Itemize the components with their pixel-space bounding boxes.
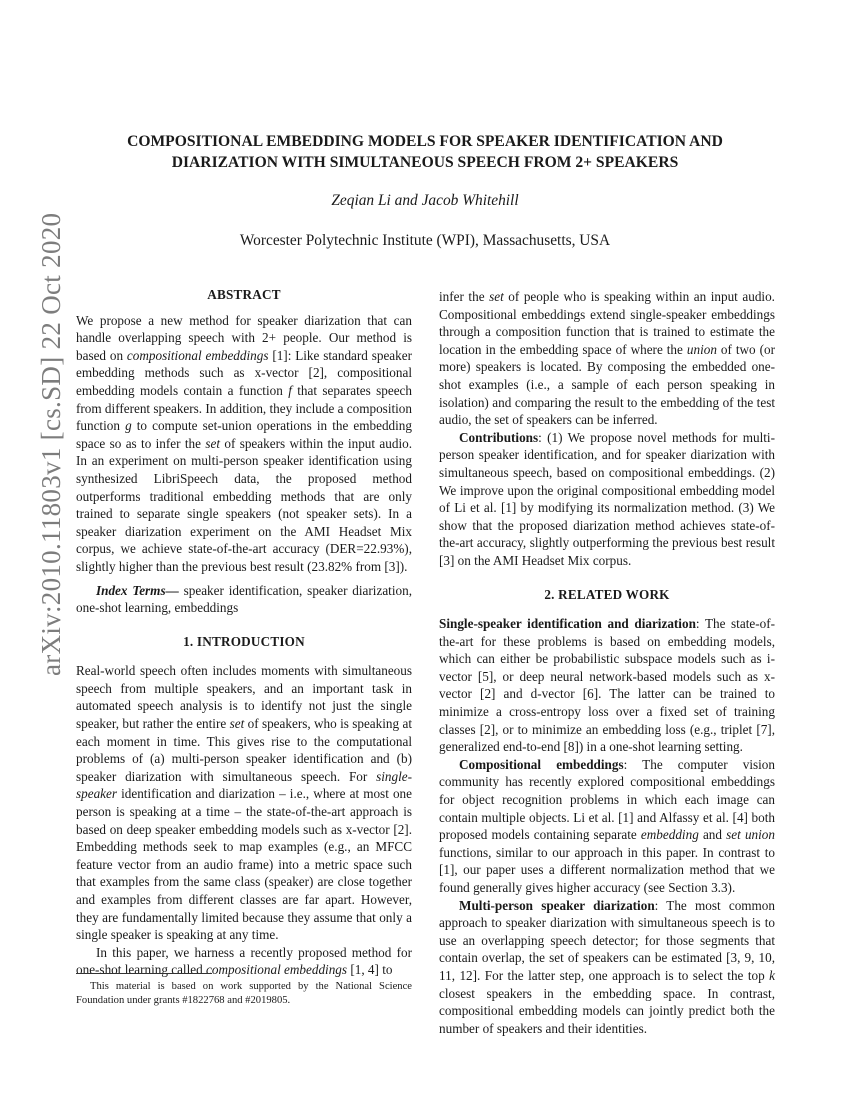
arxiv-identifier: arXiv:2010.11803v1 [cs.SD] 22 Oct 2020: [36, 212, 66, 676]
compositional-embeddings-paragraph: Compositional embeddings: The computer vision community has recently explored compositional embeddings for object recognition problems in which each image can contain multiple objects. Li et al. [1] and Alfassy et al. [4] both proposed models containing separate embedding and set union functions, similar to our approach in this paper. In contrast to [1], our paper uses a different normalization method that we found generally gives higher accuracy (see Section 3.3).: [439, 756, 775, 895]
right-column: [439, 288, 775, 1037]
intro-continuation: infer the set of people who is speaking within an input audio. Compositional embeddings extend single-speaker embeddings through a composition function that is trained to estimate the location in the embedding space of where the union of two (or more) speakers is located. By composing the embedded one-shot examples (i.e., a sample of each person speaking in isolation) and comparing the result to the embedding of the test audio, the set of speakers can be inferred.: [439, 289, 775, 428]
related-work-heading: 2. RELATED WORK: [544, 586, 670, 602]
abstract-body: We propose a new method for speaker diarization that can handle overlapping speech with 2+ people. Our method is based on compositional embeddings [1]: Like standard speaker embedding methods such as x-vector [2], compositional embedding models contain a function f that separates speech from different speakers. In addition, they include a composition function g to compute set-union operations in the embedding space so as to infer the set of speakers within the input audio. In an experiment on multi-person speaker identification using synthesized LibriSpeech data, the proposed method outperforms traditional embedding methods that are only trained to separate single speakers (not speaker sets). In a speaker diarization experiment on the AMI Headset Mix corpus, we achieve state-of-the-art accuracy (DER=22.93%), slightly higher than the previous best result (23.82% from [3]).: [76, 312, 413, 574]
intro-heading: 1. INTRODUCTION: [183, 633, 305, 649]
contributions-paragraph: Contributions: (1) We propose novel methods for multi-person speaker identification, and for speaker diarization with simultaneous speech, based on compositional embeddings. (2) We improve upon the original compositional embedding model of Li et al. [1] by modifying its normalization method. (3) We show that the proposed diarization method achieves state-of-the-art accuracy, slightly outperforming the previous best result [3] on the AMI Headset Mix corpus.: [439, 429, 775, 568]
intro-paragraph-2: In this paper, we harness a recently proposed method for one-shot learning called compositional embeddings [1, 4] to: [76, 944, 412, 978]
abstract-heading: ABSTRACT: [207, 287, 281, 302]
footnote-rule: [76, 973, 212, 974]
title-line-2: DIARIZATION WITH SIMULTANEOUS SPEECH FROM 2+ SPEAKERS: [171, 154, 679, 171]
single-speaker-paragraph: Single-speaker identification and diarization: The state-of-the-art for these problems is based on embedding models, which can either be probabilistic subspace models such as i-vector [5], or deep neural network-based models such as x-vector [2] and d-vector [6]. The latter can be trained to minimize a cross-entropy loss over a fixed set of training classes [2], or to minimize an embedding loss (e.g., triplet [7], generalized end-to-end [8]) in a one-shot learning setting.: [439, 616, 775, 755]
author-list: Zeqian Li and Jacob Whitehill: [331, 192, 519, 209]
left-column: [76, 286, 412, 979]
arxiv-sidebar: [0, 0, 66, 1100]
title-line-1: COMPOSITIONAL EMBEDDING MODELS FOR SPEAKER IDENTIFICATION AND: [127, 133, 723, 150]
affiliation: Worcester Polytechnic Institute (WPI), Massachusetts, USA: [239, 232, 611, 249]
paper-title: [60, 131, 790, 173]
footnote: This material is based on work supported by the National Science Foundation under grants #1822768 and #2019805.: [76, 981, 412, 1006]
multi-person-paragraph: Multi-person speaker diarization: The most common approach to speaker diarization with simultaneous speech is to use an overlapping speech detector; for those segments that contain overlap, the set of speakers can be estimated [3, 9, 10, 11, 12]. For the latter step, one approach is to select the top k closest speakers in the embedding space. In contrast, compositional embedding models can jointly predict both the number of speakers and their identities.: [439, 897, 775, 1036]
index-terms: Index Terms— speaker identification, speaker diarization, one-shot learning, embeddings: [76, 582, 412, 616]
intro-paragraph-1: Real-world speech often includes moments with simultaneous speech from multiple speakers, and an important task in automated speech analysis is to identify not just the single speaker, but rather the entire set of speakers, who is speaking at each moment in time. This gives rise to the computational problems of (a) multi-person speaker identification and (b) speaker diarization with simultaneous speech. For single-speaker identification and diarization – i.e., where at most one person is speaking at a time – the state-of-the-art approach is based on deep speaker embedding models such as x-vector [2]. Embedding methods seek to map examples (e.g., an MFCC feature vector from an audio frame) into a metric space such that examples from the same class (speaker) are close together and examples from different classes are far apart. However, they are fundamentally limited because they assume that only a single speaker is speaking at any time.: [76, 663, 412, 943]
